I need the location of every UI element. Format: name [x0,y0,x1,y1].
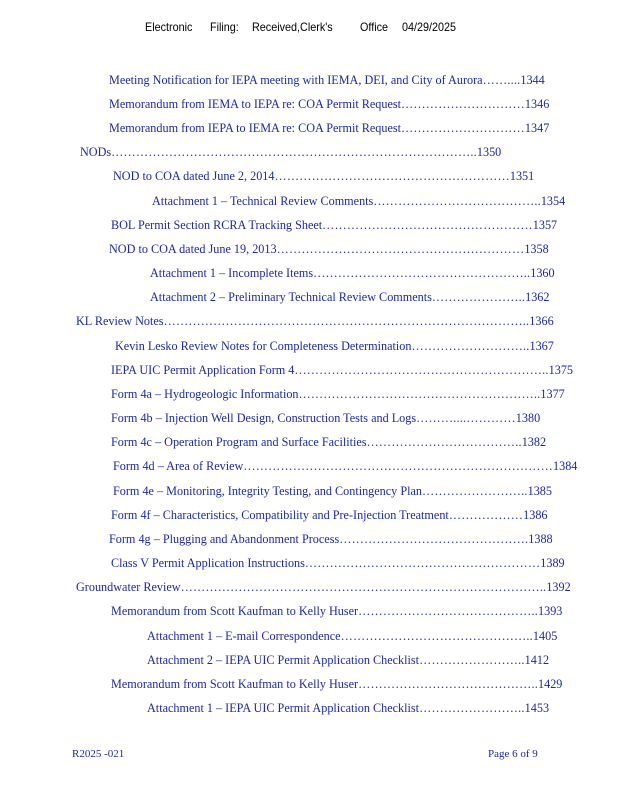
toc-entry[interactable]: Memorandum from Scott Kaufman to Kelly Huser……………………………………..1393 [111,604,563,618]
toc-entry[interactable]: Form 4b – Injection Well Design, Construction Tests and Logs………....…………1380 [111,411,541,425]
toc-entry[interactable]: Attachment 2 – IEPA UIC Permit Application Checklist……………………..1412 [147,653,550,667]
header-date: 04/29/2025 [402,20,457,34]
toc-entry[interactable]: IEPA UIC Permit Application Form 4……………………………………………………..1375 [111,363,574,377]
docket-number: R2025 -021 [72,748,125,760]
toc-entry[interactable]: Form 4f – Characteristics, Compatibility and Pre-Injection Treatment………………1386 [111,508,548,522]
toc-entry[interactable]: Form 4d – Area of Review…………………………………………………………………1384 [113,459,578,473]
toc-entry[interactable]: NODs……………………………………………………………………………..1350 [80,145,502,159]
header-filing: Filing: [210,20,239,34]
toc-entry[interactable]: Form 4c – Operation Program and Surface Facilities………………………………..1382 [111,435,547,449]
toc-entry[interactable]: Memorandum from Scott Kaufman to Kelly Huser……………………………………..1429 [111,677,563,691]
toc-entry[interactable]: Attachment 1 – IEPA UIC Permit Application Checklist……………………..1453 [147,701,550,715]
toc-entry[interactable]: Attachment 1 – Incomplete Items……………………………………………..1360 [150,266,555,280]
header-electronic: Electronic [145,20,193,34]
toc-entry[interactable]: Attachment 1 – Technical Review Comments…………………………………..1354 [152,194,566,208]
toc-entry[interactable]: Kevin Lesko Review Notes for Completeness Determination………………………..1367 [115,339,554,353]
toc-entry[interactable]: Memorandum from IEPA to IEMA re: COA Permit Request…………………………1347 [109,121,550,135]
toc-entry[interactable]: Meeting Notification for IEPA meeting with IEMA, DEI, and City of Aurora……....1344 [109,73,545,87]
toc-entry[interactable]: Form 4a – Hydrogeologic Information…………………………………………………..1377 [111,387,565,401]
toc-entry[interactable]: Attachment 1 – E-mail Correspondence………………………………………..1405 [147,629,558,643]
toc-entry[interactable]: Memorandum from IEMA to IEPA re: COA Permit Request…………………………1346 [109,97,550,111]
toc-entry[interactable]: KL Review Notes……………………………………………………………………………..1366 [76,314,554,328]
toc-entry[interactable]: NOD to COA dated June 19, 2013……………………………………………………1358 [109,242,549,256]
page-number: Page 6 of 9 [488,748,538,760]
toc-entry[interactable]: Groundwater Review……………………………………………………………………………..1392 [76,580,571,594]
toc-entry[interactable]: Form 4g – Plugging and Abandonment Process……………………………………….1388 [109,532,553,546]
toc-entry[interactable]: Class V Permit Application Instructions…………………………………………………1389 [111,556,565,570]
toc-entry[interactable]: Attachment 2 – Preliminary Technical Review Comments…………………..1362 [150,290,550,304]
header-office: Office [360,20,389,34]
toc-entry[interactable]: Form 4e – Monitoring, Integrity Testing, and Contingency Plan……………………..1385 [113,484,552,498]
toc-entry[interactable]: NOD to COA dated June 2, 2014…………………………………………………1351 [113,169,535,183]
toc-entry[interactable]: BOL Permit Section RCRA Tracking Sheet……………………………………………1357 [111,218,558,232]
filing-stamp-header [0,20,618,38]
header-received: Received,Clerk's [252,20,333,34]
